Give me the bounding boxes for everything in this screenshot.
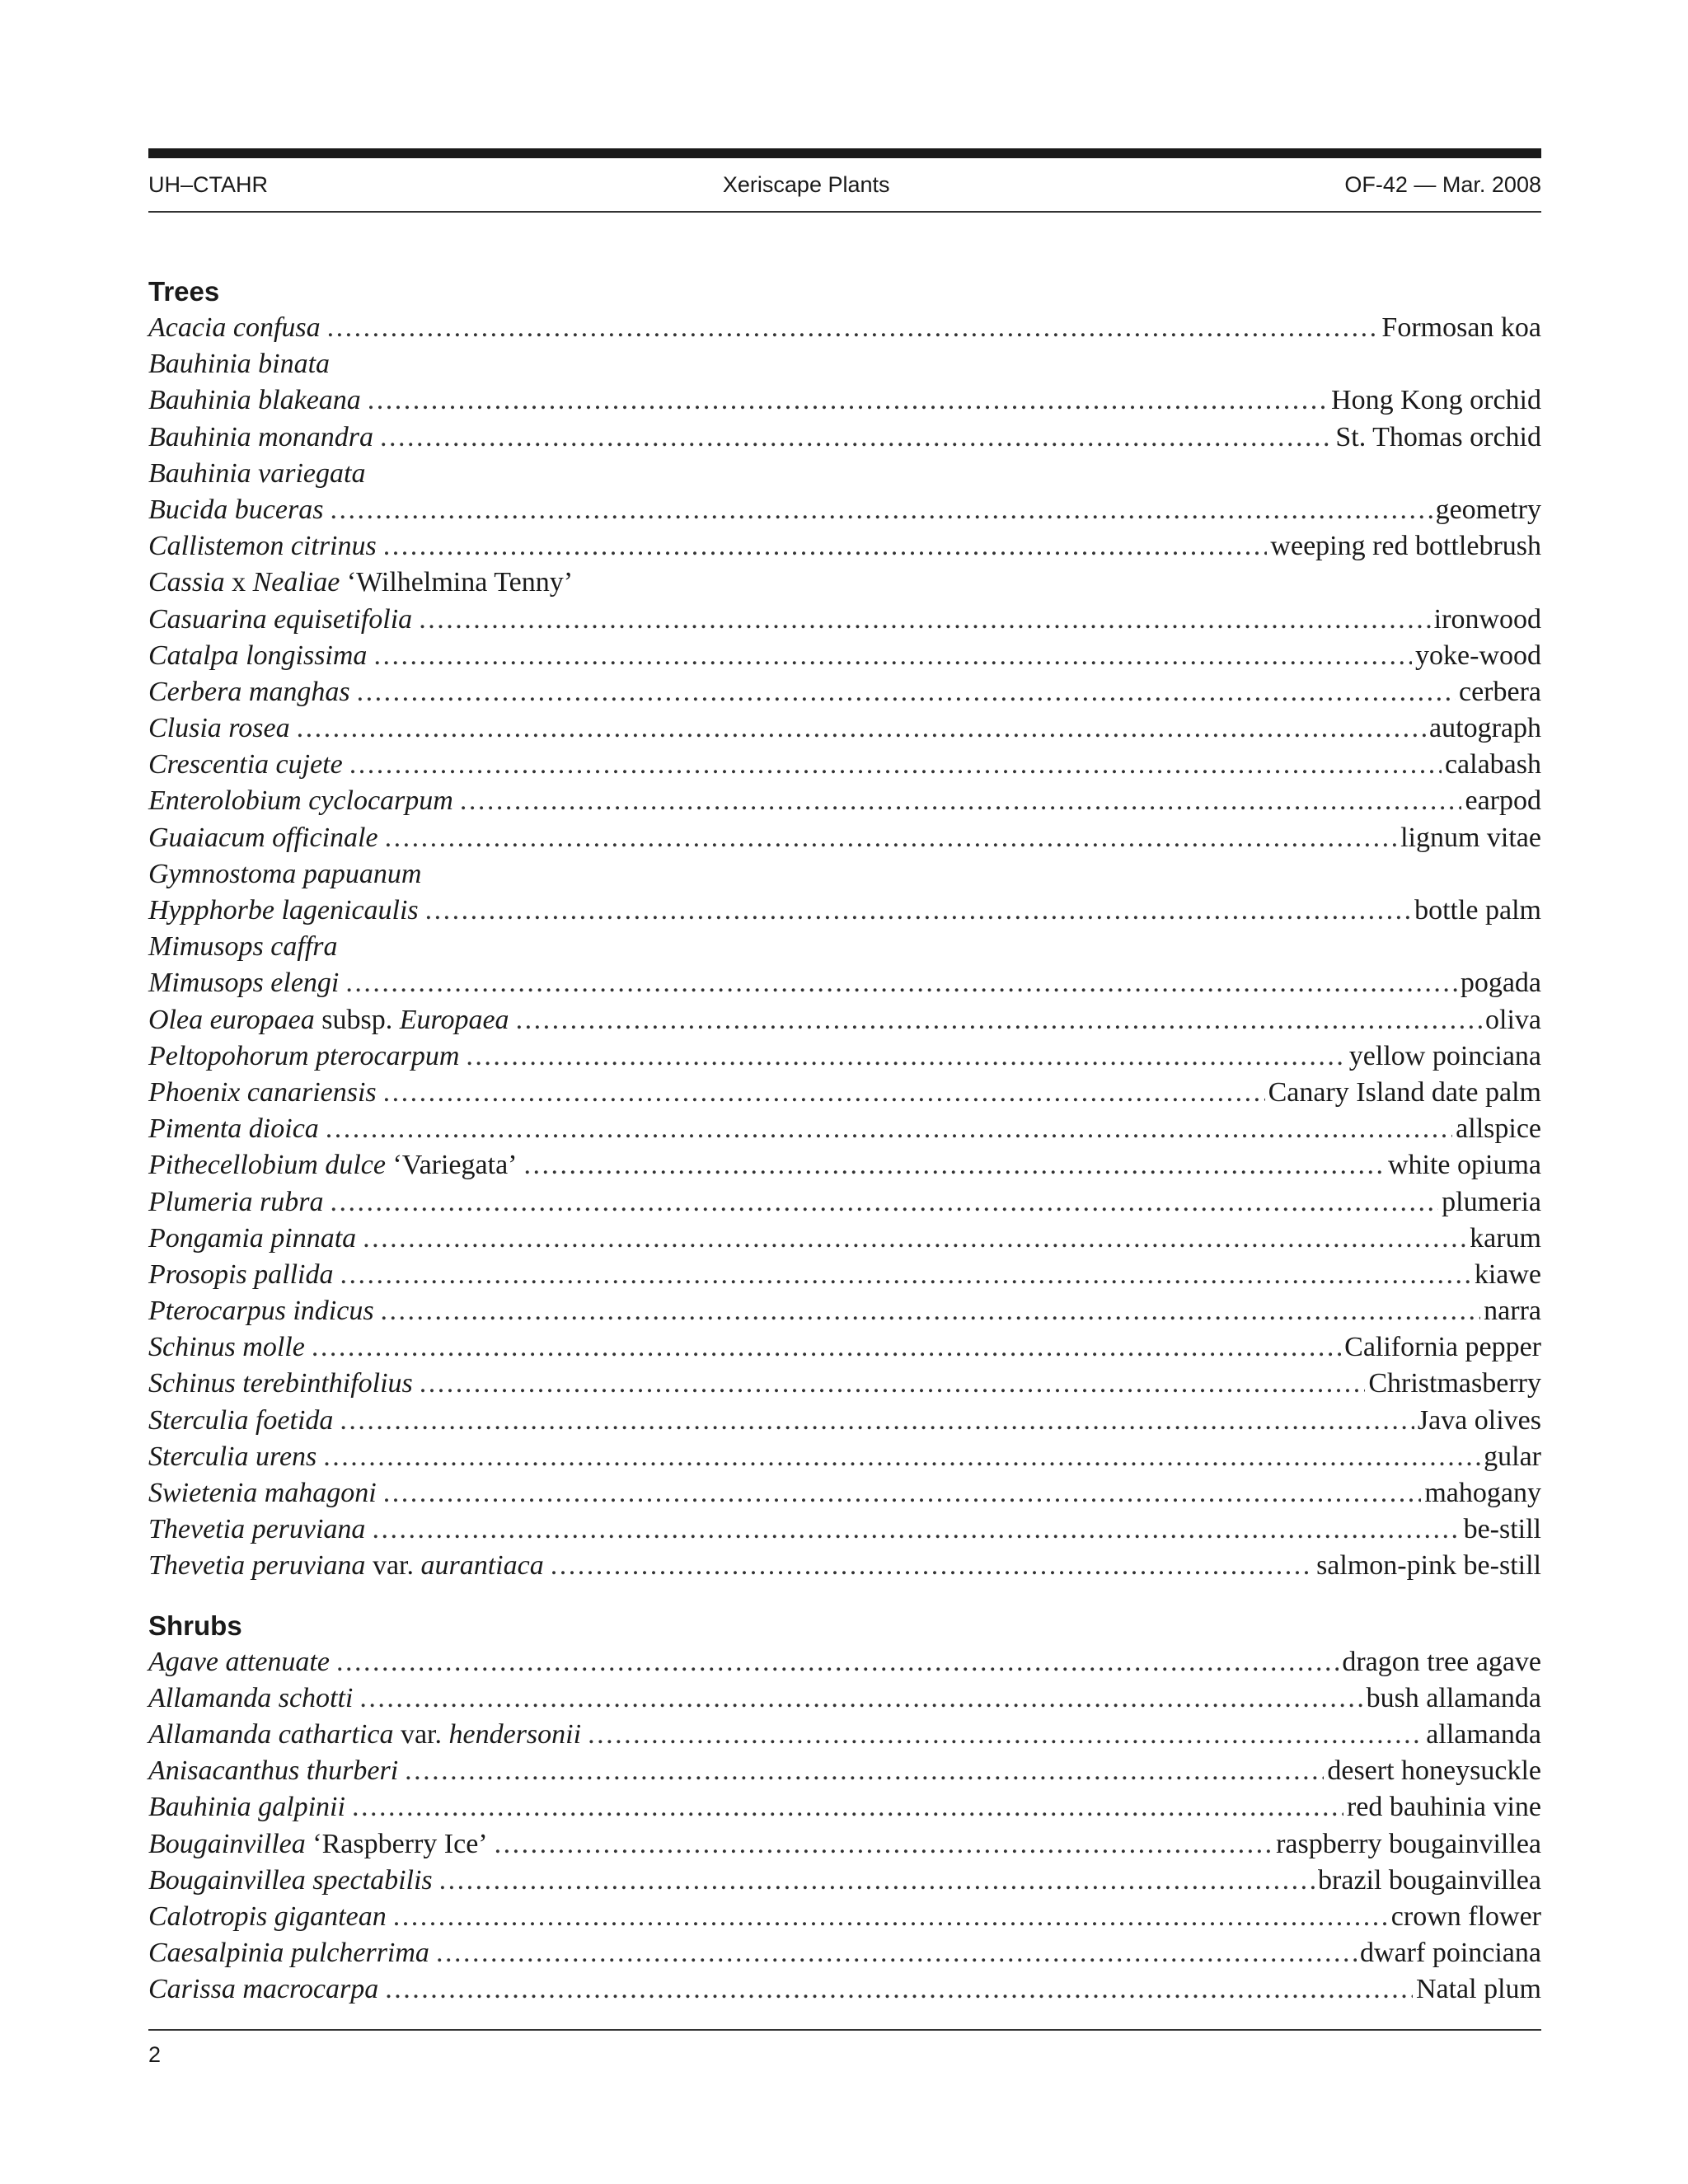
dot-leader xyxy=(383,528,1268,565)
plant-entry xyxy=(148,1475,1541,1511)
plant-entry xyxy=(148,710,1541,747)
common-name: plumeria xyxy=(1442,1186,1541,1217)
plant-entry xyxy=(148,346,1541,382)
dot-leader xyxy=(331,1184,1439,1221)
scientific-name xyxy=(148,1644,330,1680)
scientific-name-part: Carissa macrocarpa xyxy=(148,1974,379,2005)
plant-entry xyxy=(148,929,1541,965)
common-name: St. Thomas orchid xyxy=(1335,421,1541,452)
scientific-name-part: Bauhinia blakeana xyxy=(148,385,361,416)
scientific-name xyxy=(148,310,321,346)
scientific-name-part: Bauhinia monandra xyxy=(148,421,373,452)
scientific-name-part: Pithecellobium dulce xyxy=(148,1150,386,1181)
plant-entry xyxy=(148,638,1541,674)
common-name: earpod xyxy=(1465,785,1541,817)
scientific-name-part: Pongamia pinnata xyxy=(148,1222,357,1254)
dot-leader xyxy=(327,310,1379,346)
scientific-name xyxy=(148,1511,365,1548)
dot-leader xyxy=(363,1221,1466,1257)
scientific-name xyxy=(148,710,290,747)
scientific-name-part: Bauhinia variegata xyxy=(148,457,366,489)
dot-leader xyxy=(323,1439,1480,1475)
dot-leader xyxy=(359,1680,1362,1717)
dot-leader xyxy=(523,1147,1384,1183)
plant-entry xyxy=(148,382,1541,419)
plant-entry xyxy=(148,1439,1541,1475)
scientific-name-part: Nealiae xyxy=(252,567,340,598)
scientific-name-part: Plumeria rubra xyxy=(148,1186,324,1217)
common-name: yoke-wood xyxy=(1415,640,1541,671)
plant-entry xyxy=(148,1935,1541,1971)
header-title: Xeriscape Plants xyxy=(722,171,890,197)
dot-leader xyxy=(352,1789,1343,1825)
plant-entry xyxy=(148,1511,1541,1548)
scientific-name-part: hendersonii xyxy=(448,1718,582,1750)
common-name: gular xyxy=(1484,1441,1541,1472)
scientific-name xyxy=(148,1257,334,1293)
common-name: red bauhinia vine xyxy=(1346,1792,1541,1823)
scientific-name-part: Mimusops caffra xyxy=(148,931,338,963)
common-name: Christmasberry xyxy=(1368,1368,1541,1399)
scientific-name xyxy=(148,1293,374,1329)
scientific-name xyxy=(148,1899,387,1935)
scientific-name xyxy=(148,1789,345,1825)
scientific-name-part: Crescentia cujete xyxy=(148,749,343,780)
plant-entry xyxy=(148,856,1541,893)
plant-entry xyxy=(148,674,1541,710)
scientific-name-part: Olea europaea xyxy=(148,1004,315,1035)
common-name: mahogany xyxy=(1424,1478,1541,1508)
dot-leader xyxy=(439,1863,1315,1899)
dot-leader xyxy=(385,820,1398,856)
scientific-name xyxy=(148,1439,316,1475)
dot-leader xyxy=(312,1329,1341,1366)
dot-leader xyxy=(393,1899,1388,1935)
common-name: crown flower xyxy=(1390,1900,1541,1932)
plant-entry xyxy=(148,1971,1541,2008)
scientific-name-part: ‘Wilhelmina Tenny’ xyxy=(340,567,574,598)
scientific-name-part: Cassia xyxy=(148,567,225,598)
shrubs-list xyxy=(148,1644,1541,2008)
dot-leader xyxy=(297,710,1426,747)
scientific-name-part: ‘Raspberry Ice’ xyxy=(305,1828,488,1859)
plant-entry xyxy=(148,456,1541,492)
scientific-name-part: Catalpa longissima xyxy=(148,640,368,671)
plant-entry xyxy=(148,820,1541,856)
dot-leader xyxy=(385,1971,1413,2008)
scientific-name-part: Europaea xyxy=(399,1004,509,1035)
plant-entry xyxy=(148,1147,1541,1183)
dot-leader xyxy=(372,1511,1460,1548)
scientific-name xyxy=(148,528,377,565)
dot-leader xyxy=(380,419,1332,456)
plant-entry xyxy=(148,1680,1541,1717)
common-name: cerbera xyxy=(1458,676,1541,707)
scientific-name xyxy=(148,674,350,710)
scientific-name-part: Mimusops elengi xyxy=(148,968,340,999)
scientific-name xyxy=(148,1075,377,1111)
scientific-name xyxy=(148,1826,488,1863)
scientific-name xyxy=(148,565,573,601)
scientific-name xyxy=(148,820,378,856)
plant-entry xyxy=(148,419,1541,456)
dot-leader xyxy=(383,1475,1422,1511)
scientific-name xyxy=(148,1184,324,1221)
running-header xyxy=(148,158,1541,199)
scientific-name xyxy=(148,492,323,528)
scientific-name-part: Schinus terebinthifolius xyxy=(148,1368,413,1399)
plant-entry xyxy=(148,1293,1541,1329)
common-name: oliva xyxy=(1485,1004,1541,1035)
scientific-name-part: ‘Variegata’ xyxy=(385,1150,518,1181)
scientific-name-part: Bougainvillea xyxy=(148,1828,306,1859)
common-name: narra xyxy=(1484,1296,1541,1327)
plant-entry xyxy=(148,565,1541,601)
document-page xyxy=(148,148,1541,2008)
scientific-name-part: Peltopohorum pterocarpum xyxy=(148,1040,460,1071)
plant-entry xyxy=(148,1403,1541,1439)
common-name: Natal plum xyxy=(1415,1974,1541,2005)
scientific-name xyxy=(148,382,361,419)
section-title-trees: Trees xyxy=(148,276,220,307)
plant-entry xyxy=(148,1753,1541,1789)
dot-leader xyxy=(383,1075,1265,1111)
plant-entry xyxy=(148,893,1541,929)
dot-leader xyxy=(419,602,1430,638)
common-name: lignum vitae xyxy=(1400,822,1541,853)
scientific-name xyxy=(148,1329,305,1366)
scientific-name xyxy=(148,747,343,783)
common-name: Java olives xyxy=(1417,1404,1541,1436)
plant-entry xyxy=(148,965,1541,1001)
scientific-name-part: Calotropis gigantean xyxy=(148,1900,387,1932)
scientific-name xyxy=(148,602,412,638)
plant-entry xyxy=(148,747,1541,783)
scientific-name xyxy=(148,1680,353,1717)
scientific-name xyxy=(148,346,330,382)
common-name: kiawe xyxy=(1474,1258,1541,1290)
common-name: salmon-pink be-still xyxy=(1316,1550,1541,1582)
dot-leader xyxy=(425,893,1411,929)
common-name: pogada xyxy=(1460,968,1541,999)
scientific-name-part: Guaiacum officinale xyxy=(148,822,378,853)
dot-leader xyxy=(345,965,1456,1001)
scientific-name-part: Gymnostoma papuanum xyxy=(148,858,422,889)
dot-leader xyxy=(326,1111,1452,1147)
plant-entry xyxy=(148,602,1541,638)
scientific-name-part: Pterocarpus indicus xyxy=(148,1296,374,1327)
common-name: calabash xyxy=(1444,749,1541,780)
scientific-name-part: var. xyxy=(393,1718,449,1750)
dot-leader xyxy=(516,1002,1482,1038)
dot-leader xyxy=(349,747,1442,783)
scientific-name-part: Thevetia peruviana xyxy=(148,1514,366,1545)
scientific-name-part: Allamanda schotti xyxy=(148,1682,354,1713)
dot-leader xyxy=(330,492,1432,528)
trees-list xyxy=(148,310,1541,1585)
scientific-name-part: Callistemon citrinus xyxy=(148,531,377,562)
common-name: be-still xyxy=(1463,1514,1541,1545)
scientific-name xyxy=(148,783,453,819)
scientific-name-part: Bauhinia binata xyxy=(148,349,331,380)
scientific-name xyxy=(148,638,367,674)
dot-leader xyxy=(466,1038,1345,1075)
scientific-name xyxy=(148,456,365,492)
plant-entry xyxy=(148,783,1541,819)
dot-leader xyxy=(405,1753,1324,1789)
scientific-name-part: Swietenia mahagoni xyxy=(148,1478,377,1508)
scientific-name-part: aurantiaca xyxy=(420,1550,544,1582)
plant-entry xyxy=(148,1257,1541,1293)
scientific-name-part: Bauhinia galpinii xyxy=(148,1792,345,1823)
scientific-name-part: subsp. xyxy=(314,1004,400,1035)
plant-entry xyxy=(148,1789,1541,1825)
scientific-name-part: Anisacanthus thurberi xyxy=(148,1755,399,1787)
scientific-name-part: Prosopis pallida xyxy=(148,1258,334,1290)
plant-entry xyxy=(148,1038,1541,1075)
common-name: yellow poinciana xyxy=(1348,1040,1541,1071)
dot-leader xyxy=(495,1826,1273,1863)
dot-leader xyxy=(436,1935,1357,1971)
plant-entry xyxy=(148,528,1541,565)
plant-entry xyxy=(148,1548,1541,1584)
scientific-name xyxy=(148,1038,459,1075)
plant-entry xyxy=(148,1002,1541,1038)
scientific-name-part: Bougainvillea spectabilis xyxy=(148,1864,433,1896)
header-org: UH–CTAHR xyxy=(148,171,269,197)
section-title-shrubs: Shrubs xyxy=(148,1610,242,1641)
dot-leader xyxy=(420,1366,1366,1402)
scientific-name-part: Schinus molle xyxy=(148,1332,305,1363)
common-name: Canary Island date palm xyxy=(1268,1076,1541,1108)
common-name: raspberry bougainvillea xyxy=(1276,1828,1541,1859)
scientific-name xyxy=(148,1717,581,1753)
scientific-name xyxy=(148,1753,398,1789)
scientific-name xyxy=(148,965,339,1001)
scientific-name xyxy=(148,419,373,456)
page-number: 2 xyxy=(148,2042,162,2067)
common-name: desert honeysuckle xyxy=(1327,1755,1541,1787)
common-name: dwarf poinciana xyxy=(1360,1938,1541,1969)
scientific-name-part: x xyxy=(224,567,253,598)
common-name: allamanda xyxy=(1426,1718,1541,1750)
scientific-name-part: Phoenix canariensis xyxy=(148,1076,377,1108)
dot-leader xyxy=(551,1548,1313,1584)
scientific-name xyxy=(148,929,338,965)
plant-entry xyxy=(148,1075,1541,1111)
common-name: karum xyxy=(1470,1222,1541,1254)
dot-leader xyxy=(373,638,1412,674)
scientific-name xyxy=(148,1971,378,2008)
scientific-name xyxy=(148,1111,319,1147)
dot-leader xyxy=(336,1644,1339,1680)
plant-entry xyxy=(148,1863,1541,1899)
common-name: brazil bougainvillea xyxy=(1318,1864,1541,1896)
scientific-name-part: Casuarina equisetifolia xyxy=(148,603,413,635)
plant-entry xyxy=(148,1826,1541,1863)
dot-leader xyxy=(588,1717,1423,1753)
plant-entry xyxy=(148,1111,1541,1147)
dot-leader xyxy=(368,382,1328,419)
scientific-name xyxy=(148,1147,517,1183)
common-name: geometry xyxy=(1435,494,1541,525)
scientific-name xyxy=(148,1366,413,1402)
scientific-name-part: Pimenta dioica xyxy=(148,1113,319,1145)
scientific-name-part: Thevetia peruviana xyxy=(148,1550,366,1582)
dot-leader xyxy=(460,783,1462,819)
scientific-name-part: Sterculia foetida xyxy=(148,1404,334,1436)
scientific-name-part: Agave attenuate xyxy=(148,1646,330,1677)
common-name: Formosan koa xyxy=(1381,312,1541,343)
dot-leader xyxy=(340,1257,1471,1293)
common-name: white opiuma xyxy=(1387,1150,1541,1181)
common-name: dragon tree agave xyxy=(1342,1646,1541,1677)
dot-leader xyxy=(381,1293,1481,1329)
plant-entry xyxy=(148,1184,1541,1221)
common-name: weeping red bottlebrush xyxy=(1270,531,1541,562)
header-rule xyxy=(148,211,1541,213)
scientific-name-part: Allamanda cathartica xyxy=(148,1718,394,1750)
scientific-name-part: Bucida buceras xyxy=(148,494,324,525)
scientific-name xyxy=(148,1548,544,1584)
scientific-name-part: Sterculia urens xyxy=(148,1441,317,1472)
header-publication: OF-42 — Mar. 2008 xyxy=(1344,171,1541,197)
plant-entry xyxy=(148,492,1541,528)
plant-entry xyxy=(148,1329,1541,1366)
scientific-name xyxy=(148,1475,377,1511)
dot-leader xyxy=(357,674,1456,710)
header-top-bar xyxy=(148,148,1541,158)
scientific-name xyxy=(148,1935,429,1971)
common-name: Hong Kong orchid xyxy=(1331,385,1541,416)
plant-entry xyxy=(148,1899,1541,1935)
plant-entry xyxy=(148,1221,1541,1257)
scientific-name xyxy=(148,893,419,929)
scientific-name xyxy=(148,1403,333,1439)
plant-entry xyxy=(148,1366,1541,1402)
common-name: ironwood xyxy=(1433,603,1541,635)
scientific-name-part: var. xyxy=(365,1550,421,1582)
scientific-name xyxy=(148,856,421,893)
scientific-name xyxy=(148,1221,356,1257)
common-name: bottle palm xyxy=(1414,895,1541,926)
plant-entry xyxy=(148,1644,1541,1680)
common-name: California pepper xyxy=(1344,1332,1541,1363)
common-name: bush allamanda xyxy=(1366,1682,1541,1713)
dot-leader xyxy=(340,1403,1414,1439)
scientific-name-part: Caesalpinia pulcherrima xyxy=(148,1938,429,1969)
footer-rule xyxy=(148,2029,1541,2031)
scientific-name-part: Enterolobium cyclocarpum xyxy=(148,785,453,817)
common-name: allspice xyxy=(1456,1113,1541,1145)
scientific-name xyxy=(148,1863,433,1899)
scientific-name-part: Acacia confusa xyxy=(148,312,321,343)
scientific-name-part: Hypphorbe lagenicaulis xyxy=(148,895,419,926)
scientific-name-part: Cerbera manghas xyxy=(148,676,350,707)
common-name: autograph xyxy=(1429,713,1541,744)
plant-entry xyxy=(148,1717,1541,1753)
scientific-name-part: Clusia rosea xyxy=(148,713,290,744)
scientific-name xyxy=(148,1002,509,1038)
plant-entry xyxy=(148,310,1541,346)
